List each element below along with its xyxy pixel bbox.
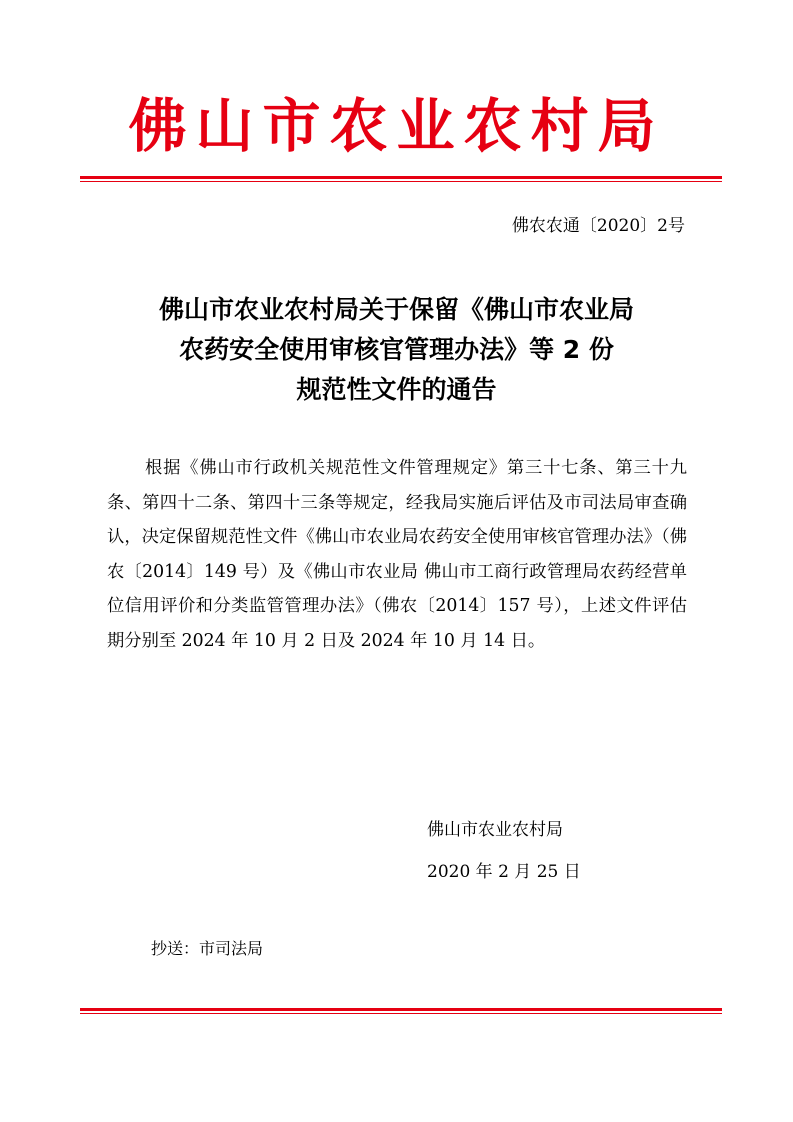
footer-rule-thick — [80, 1008, 722, 1011]
notice-title-line-3: 规范性文件的通告 — [296, 375, 497, 404]
document-number: 佛农农通〔2020〕2号 — [511, 216, 685, 236]
header-rule-thin — [80, 181, 722, 182]
footer-rule-thin — [80, 1013, 722, 1014]
header-org-title: 佛山市农业农村局 — [128, 92, 665, 160]
signature-org: 佛山市农业农村局 — [427, 820, 563, 840]
notice-title-line-1: 佛山市农业农村局关于保留《佛山市农业局 — [158, 295, 634, 324]
header-rule-thick — [80, 176, 722, 179]
body-paragraph: 根据《佛山市行政机关规范性文件管理规定》第三十七条、第三十九条、第四十二条、第四十三条等规定，经我局实施后评估及市司法局审查确认，决定保留规范性文件《佛山市农业局农药安全使用审核官管理办法》（佛农〔2014〕149 号）及《佛山市农业局 佛山市工商行政管理局农药经营单位信用评价和分类监管管理办法》（佛农〔2014〕157 号），上述文件评估期分别至 2024 年 10 月 2 日及 2024 年 10 月 14 日。 — [107, 458, 687, 651]
cc-line: 抄送：市司法局 — [151, 939, 264, 958]
notice-title-line-2: 农药安全使用审核官管理办法》等 2 份 — [179, 335, 614, 364]
notice-title — [0, 290, 793, 410]
signature-date: 2020 年 2 月 25 日 — [427, 862, 581, 882]
